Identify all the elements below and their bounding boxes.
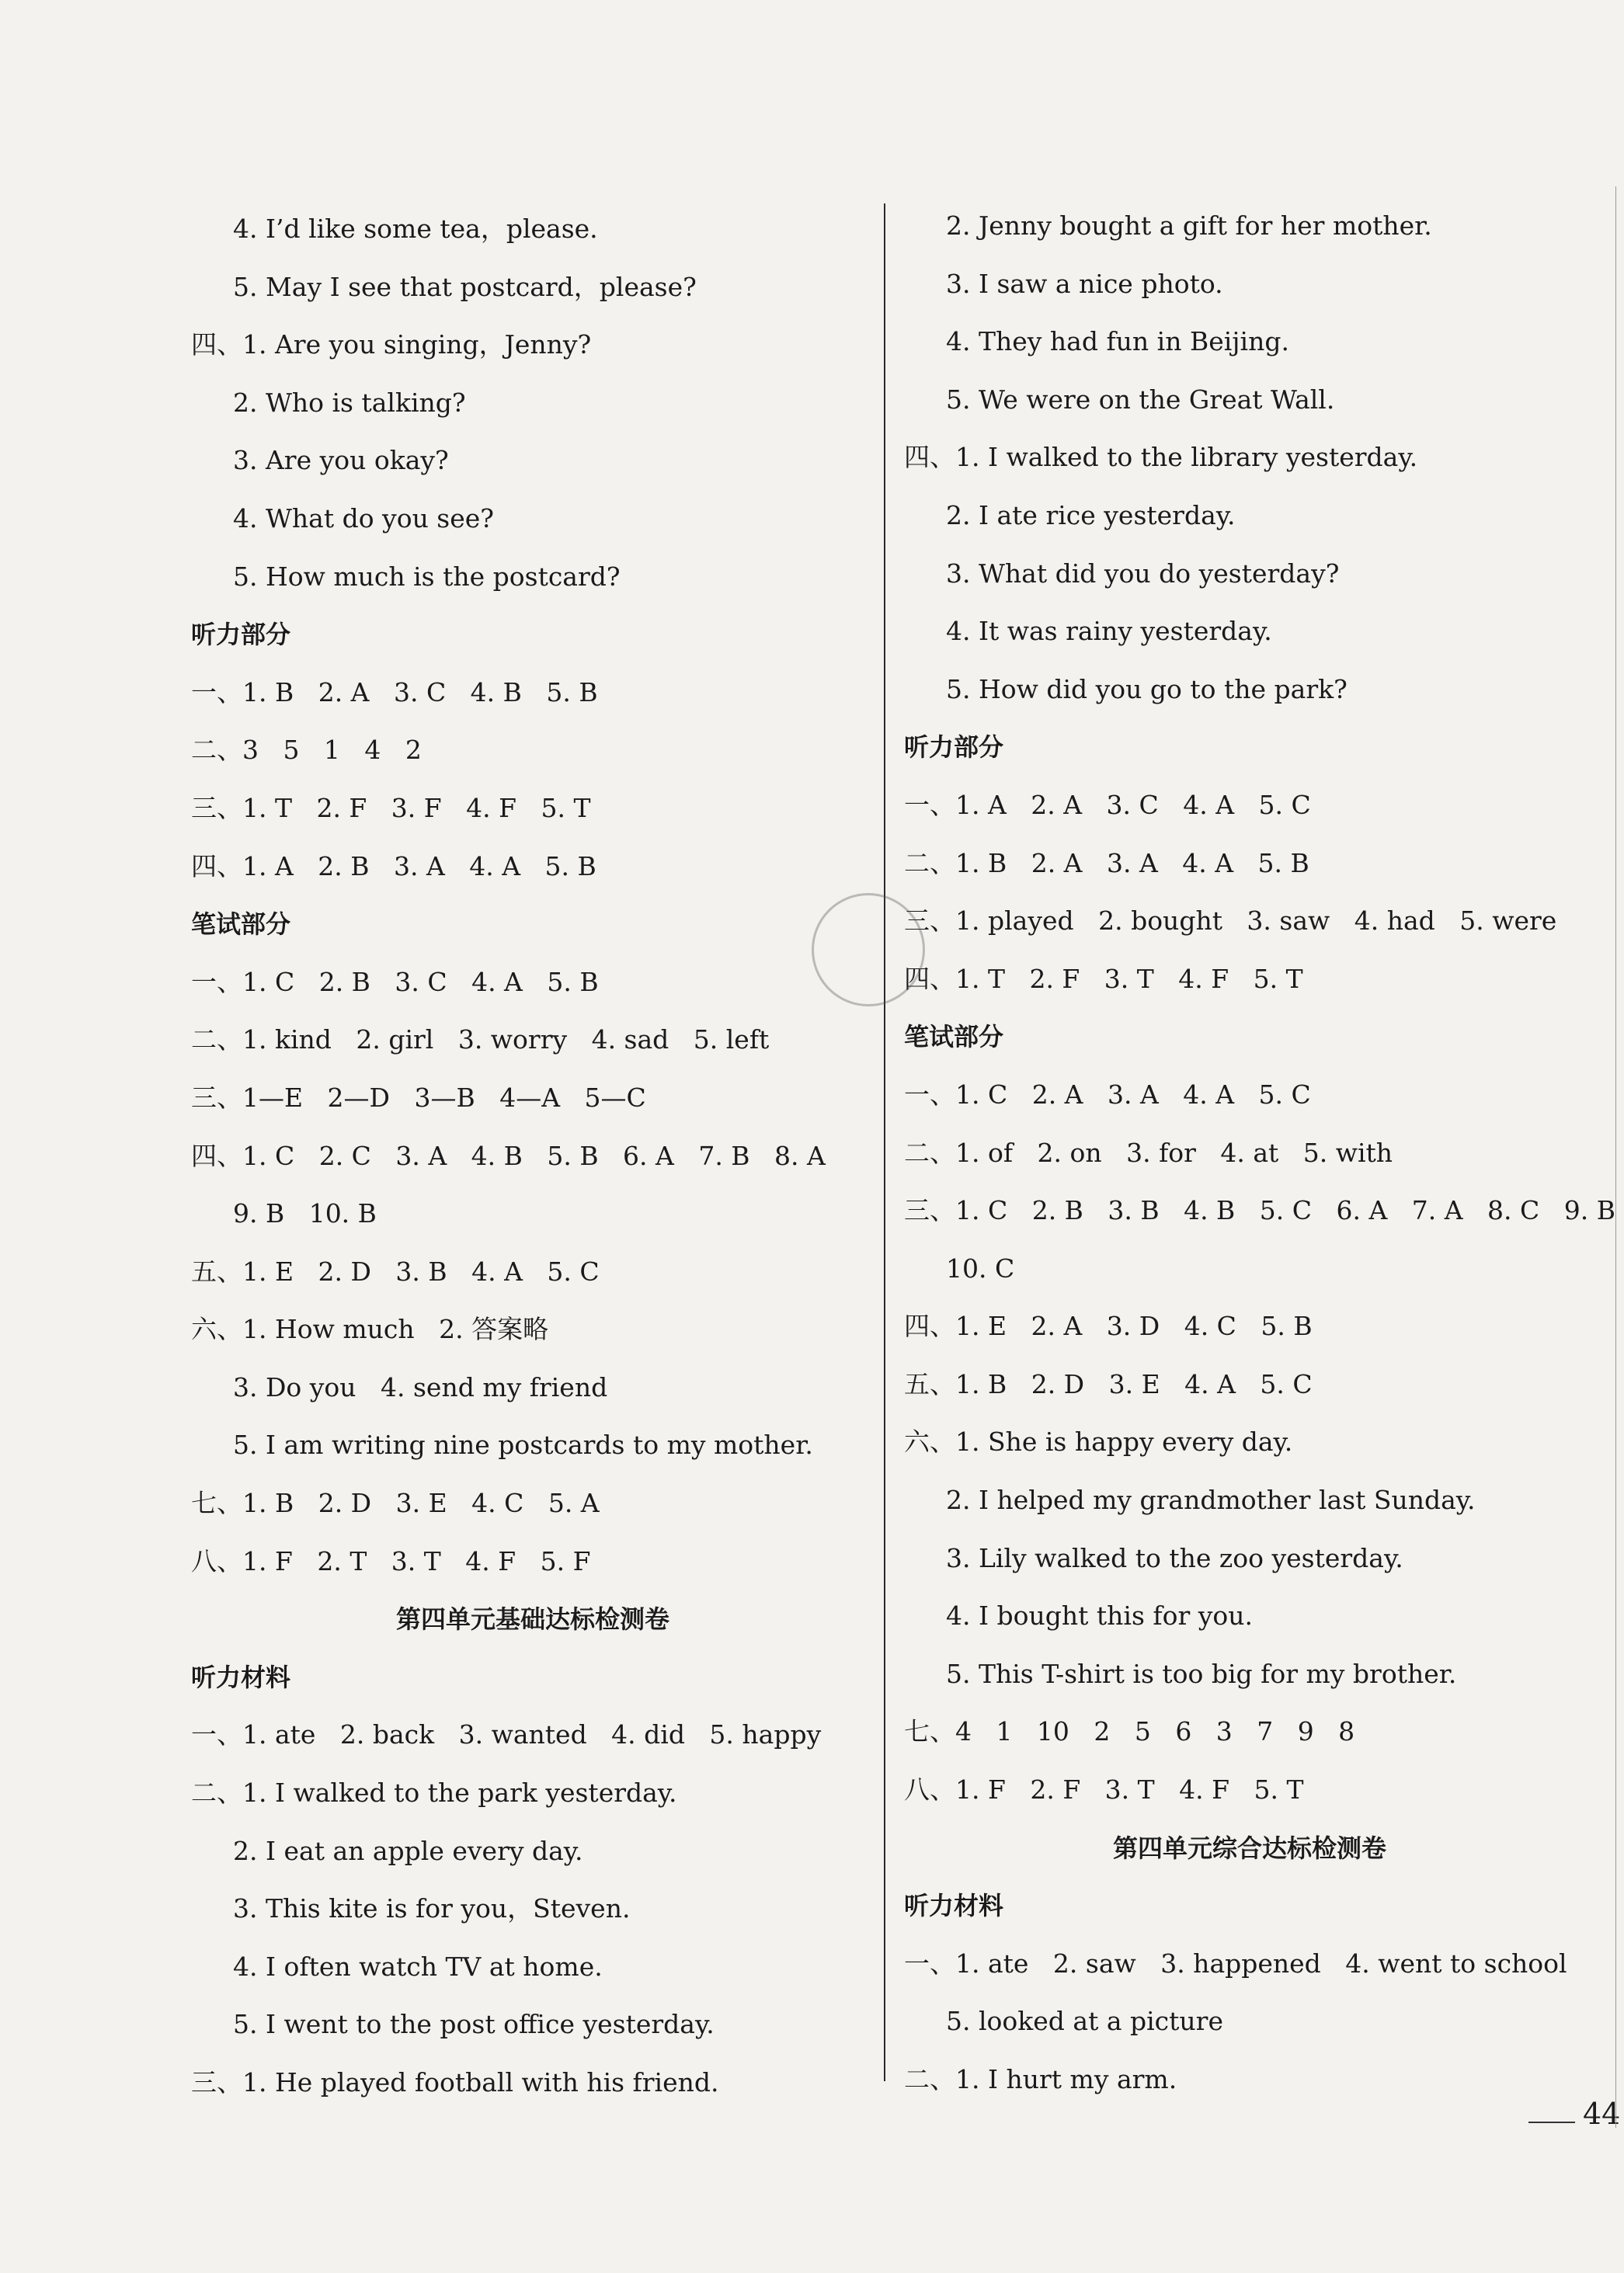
answer-line: 七、1. B 2. D 3. E 4. C 5. A (191, 1488, 600, 1519)
answer-line: 三、1—E 2—D 3—B 4—A 5—C (191, 1082, 646, 1113)
section-heading: 听力材料 (191, 1662, 291, 1692)
answer-line: 一、1. C 2. A 3. A 4. A 5. C (904, 1079, 1311, 1110)
answer-line: 4. I often watch TV at home. (233, 1951, 603, 1982)
answer-line: 三、1. C 2. B 3. B 4. B 5. C 6. A 7. A 8. C 9. B (904, 1195, 1615, 1226)
answer-line: 四、1. I walked to the library yesterday. (904, 442, 1418, 473)
answer-line: 四、1. A 2. B 3. A 4. A 5. B (191, 850, 596, 881)
answer-line: 9. B 10. B (233, 1198, 377, 1229)
unit-title: 第四单元综合达标检测卷 (1112, 1833, 1386, 1863)
answer-line: 2. I helped my grandmother last Sunday. (946, 1485, 1476, 1516)
answer-line: 二、1. kind 2. girl 3. worry 4. sad 5. left (191, 1024, 770, 1055)
answer-line: 5. We were on the Great Wall. (946, 384, 1335, 415)
section-heading: 听力部分 (191, 620, 291, 650)
answer-line: 5. I went to the post office yesterday. (233, 2009, 715, 2040)
answer-line: 二、1. I walked to the park yesterday. (191, 1778, 677, 1809)
answer-line: 一、1. ate 2. saw 3. happened 4. went to school (904, 1948, 1567, 1979)
answer-line: 三、1. He played football with his friend. (191, 2067, 719, 2097)
answer-line: 二、3 5 1 4 2 (191, 735, 422, 766)
answer-line: 5. How much is the postcard? (233, 561, 621, 592)
answer-line: 5. May I see that postcard，please? (233, 271, 697, 302)
answer-line: 3. Lily walked to the zoo yesterday. (946, 1542, 1403, 1573)
answer-line: 4. What do you see? (233, 502, 494, 533)
answer-line: 5. How did you go to the park? (946, 673, 1348, 704)
page-edge (1615, 186, 1624, 2128)
answer-line: 四、1. T 2. F 3. T 4. F 5. T (904, 963, 1303, 994)
unit-title: 第四单元基础达标检测卷 (395, 1604, 669, 1635)
answer-line: 5. looked at a picture (946, 2006, 1223, 2037)
answer-line: 八、1. F 2. F 3. T 4. F 5. T (904, 1774, 1304, 1806)
page-number-dash (1528, 2122, 1575, 2123)
answer-line: 2. Jenny bought a gift for her mother. (946, 210, 1432, 241)
answer-line: 四、1. C 2. C 3. A 4. B 5. B 6. A 7. B 8. A (191, 1140, 826, 1171)
answer-line: 八、1. F 2. T 3. T 4. F 5. F (191, 1545, 591, 1576)
answer-line: 一、1. ate 2. back 3. wanted 4. did 5. happy (191, 1719, 822, 1750)
answer-line: 一、1. A 2. A 3. C 4. A 5. C (904, 789, 1311, 820)
answer-line: 一、1. C 2. B 3. C 4. A 5. B (191, 966, 599, 997)
section-heading: 笔试部分 (904, 1022, 1004, 1052)
answer-line: 2. I eat an apple every day. (233, 1835, 583, 1866)
answer-line: 10. C (946, 1253, 1015, 1284)
section-heading: 听力材料 (904, 1891, 1004, 1921)
answer-line: 三、1. played 2. bought 3. saw 4. had 5. were (904, 905, 1557, 937)
answer-line: 二、1. I hurt my arm. (904, 2064, 1177, 2094)
section-heading: 听力部分 (904, 732, 1004, 763)
answer-line: 4. They had fun in Beijing. (946, 326, 1289, 357)
answer-line: 3. I saw a nice photo. (946, 268, 1223, 299)
answer-line: 一、1. B 2. A 3. C 4. B 5. B (191, 676, 598, 707)
answer-line: 二、1. B 2. A 3. A 4. A 5. B (904, 847, 1309, 878)
answer-line: 三、1. T 2. F 3. F 4. F 5. T (191, 792, 591, 823)
answer-line: 3. Do you 4. send my friend (233, 1371, 608, 1402)
left-column (191, 200, 875, 2112)
answer-line: 六、1. How much 2. 答案略 (191, 1314, 549, 1345)
answer-line: 2. I ate rice yesterday. (946, 499, 1236, 530)
answer-line: 4. It was rainy yesterday. (946, 616, 1272, 647)
right-column (904, 197, 1615, 2109)
answer-line: 3. Are you okay? (233, 445, 449, 476)
column-divider (884, 203, 885, 2081)
page-number: 44 (1583, 2097, 1621, 2131)
answer-line: 五、1. E 2. D 3. B 4. A 5. C (191, 1256, 600, 1287)
watermark-stamp (812, 893, 925, 1006)
section-heading: 笔试部分 (191, 909, 291, 940)
answer-line: 四、1. Are you singing，Jenny? (191, 329, 592, 360)
answer-line: 二、1. of 2. on 3. for 4. at 5. with (904, 1137, 1393, 1168)
answer-line: 3. What did you do yesterday? (946, 558, 1340, 589)
answer-line: 四、1. E 2. A 3. D 4. C 5. B (904, 1311, 1313, 1342)
answer-line: 4. I bought this for you. (946, 1600, 1253, 1632)
answer-line: 5. I am writing nine postcards to my mother. (233, 1430, 813, 1461)
answer-line: 2. Who is talking? (233, 387, 466, 418)
answer-line: 5. This T-shirt is too big for my brother. (946, 1658, 1457, 1689)
answer-line: 六、1. She is happy every day. (904, 1427, 1293, 1458)
answer-line: 4. I’d like some tea，please. (233, 214, 598, 244)
answer-line: 七、4 1 10 2 5 6 3 7 9 8 (904, 1716, 1355, 1747)
answer-line: 五、1. B 2. D 3. E 4. A 5. C (904, 1368, 1313, 1399)
answer-line: 3. This kite is for you，Steven. (233, 1893, 631, 1924)
